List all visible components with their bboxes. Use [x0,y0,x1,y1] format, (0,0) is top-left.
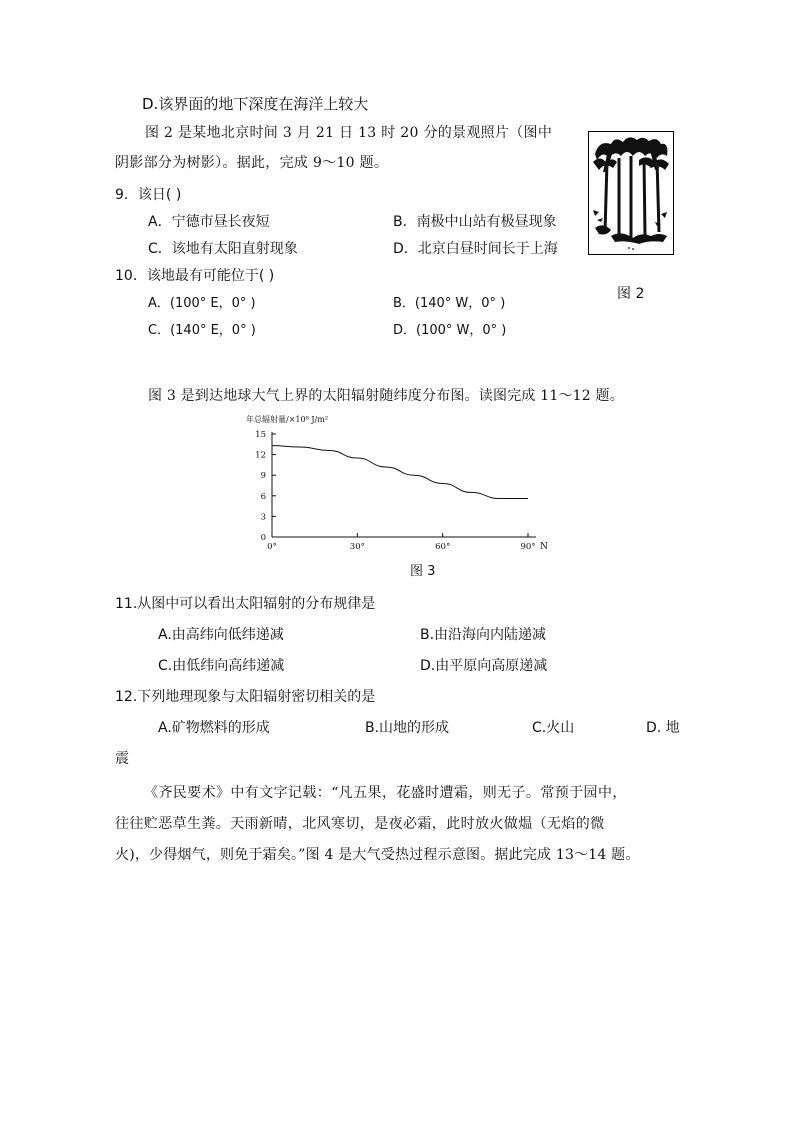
q10-option-b: B．(140° W，0° ) [393,296,506,311]
fig2-intro-line1: 图 2 是某地北京时间 3 月 21 日 13 时 20 分的景观照片（图中 [145,125,553,141]
q12-option-d: D. 地 [646,720,680,736]
q11-option-a: A.由高纬向低纬递减 [158,627,284,643]
passage-line-2: 往往贮恶草生粪。天雨新晴，北风寒切，是夜必霜，此时放火做煴（无焰的微 [115,816,605,832]
solar-radiation-chart [240,410,560,560]
q11-option-d: D.由平原向高原递减 [420,658,548,674]
y-tick-label: 15 [255,430,266,440]
y-tick-label: 3 [260,512,266,523]
y-tick-label: 6 [260,491,266,502]
passage-line-1: 《齐民要术》中有文字记载：“凡五果，花盛时遭霜，则无子。常预于园中， [144,785,627,801]
question-10: 10．该地最有可能位于( ) [115,268,275,284]
q9-option-a: A．宁德市昼长夜短 [148,214,270,230]
question-12: 12.下列地理现象与太阳辐射密切相关的是 [115,689,376,705]
x-tick-label: 0° [267,542,277,552]
q12-option-d-wrap: 震 [115,751,129,767]
y-tick-label: 12 [255,450,266,461]
q9-option-b: B．南极中山站有极昼现象 [393,214,557,230]
y-axis-label: 年总辐射量/×10⁸ J/m² [246,415,329,424]
radiation-curve [272,446,528,499]
palm-trees-illustration [589,132,672,253]
question-11: 11.从图中可以看出太阳辐射的分布规律是 [115,596,376,612]
q11-option-b: B.由沿海向内陆递减 [420,627,547,643]
x-ticks [267,533,535,552]
q12-option-b: B.山地的形成 [365,720,450,736]
q12-option-a: A.矿物燃料的形成 [158,720,270,736]
y-tick-label: 0 [260,533,266,543]
q12-option-c: C.火山 [532,720,575,736]
figure-2-photo [588,131,674,255]
q9-option-d: D．北京白昼时间长于上海 [393,241,558,257]
figure-2-caption: 图 2 [617,286,645,302]
x-tick-label: 60° [435,542,451,552]
option-d-prev: D.该界面的地下深度在海洋上较大 [142,95,369,113]
fig3-intro: 图 3 是到达地球大气上界的太阳辐射随纬度分布图。读图完成 11～12 题。 [148,388,624,404]
question-9: 9．该日( ) [115,187,182,203]
passage-line-3: 火)，少得烟气，则免于霜矣。”图 4 是大气受热过程示意图。据此完成 13～14 题。 [115,847,640,863]
x-axis-label: N [540,542,548,552]
q10-option-c: C．(140° E，0° ) [148,323,256,338]
fig2-intro-line2: 阴影部分为树影）。据此，完成 9～10 题。 [115,155,389,171]
x-tick-label: 30° [349,542,365,552]
q11-option-c: C.由低纬向高纬递减 [158,658,285,674]
q9-option-c: C．该地有太阳直射现象 [148,241,298,257]
q10-option-d: D．(100° W，0° ) [393,323,507,338]
y-ticks [255,430,276,543]
y-tick-label: 9 [260,471,266,482]
figure-3-caption: 图 3 [410,564,436,579]
q10-option-a: A．(100° E，0° ) [148,296,256,311]
x-tick-label: 90° [520,542,536,552]
